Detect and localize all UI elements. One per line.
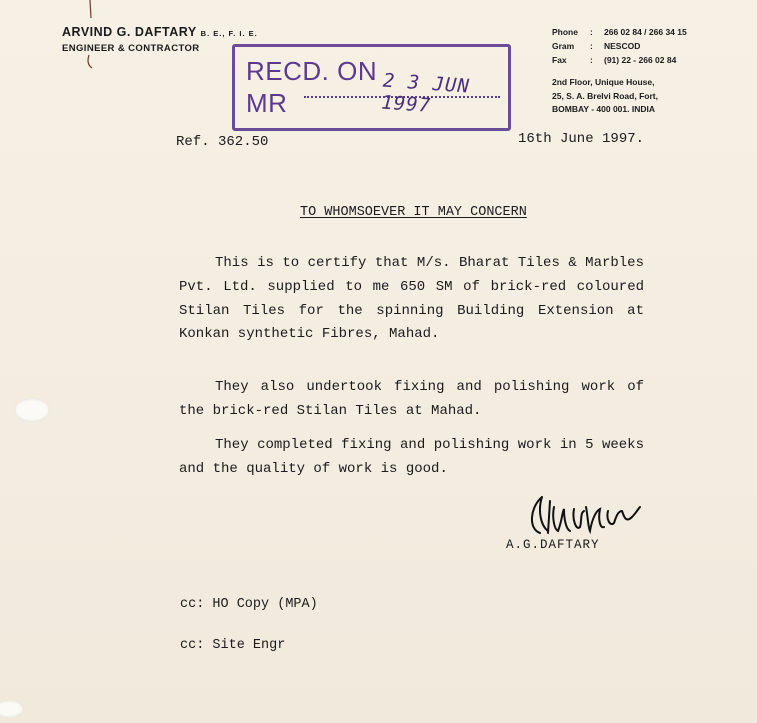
letter-date: 16th June 1997.	[518, 131, 645, 147]
punch-hole	[0, 700, 24, 718]
paragraph-completion: They completed fixing and polishing work in 5 weeks and the quality of work is good.	[179, 437, 644, 477]
cc-site-engr: cc: Site Engr	[180, 638, 286, 653]
address-line: 25, S. A. Brelvi Road, Fort,	[552, 90, 658, 101]
address-line: 2nd Floor, Unique House,	[552, 77, 655, 87]
contact-block	[552, 26, 687, 67]
contact-fax: Fax : (91) 22 - 266 02 84	[552, 54, 677, 65]
stamp-date: 2 3 JUN 1997	[380, 69, 471, 117]
contact-phone: Phone : 266 02 84 / 266 34 15	[552, 27, 687, 37]
paragraph-certification: This is to certify that M/s. Bharat Tiles & Marbles Pvt. Ltd. supplied to me 650 SM of brick-red coloured Stilan Tiles for the spinning Building Extension at Konkan synthetic Fibres, Mahad.	[179, 255, 644, 343]
paragraph-fixing: They also undertook fixing and polishing work of the brick-red Stilan Tiles at Mahad.	[179, 379, 644, 419]
degree-text: B. E., F. I. E.	[200, 29, 258, 38]
address-line: BOMBAY - 400 001. INDIA	[552, 104, 655, 115]
punch-hole	[14, 398, 50, 422]
address-block	[552, 76, 658, 117]
letterhead-role: ENGINEER & CONTRACTOR	[62, 43, 200, 54]
contact-gram: Gram : NESCOD	[552, 40, 641, 51]
signer-name: A.G.DAFTARY	[506, 538, 600, 552]
stamp-recd-text: RECD. ON	[246, 56, 378, 86]
letterhead-name	[62, 25, 258, 39]
reference-number: Ref. 362.50	[176, 134, 269, 150]
letter-heading: TO WHOMSOEVER IT MAY CONCERN	[300, 205, 527, 220]
received-stamp	[232, 44, 511, 131]
cc-ho-copy: cc: HO Copy (MPA)	[180, 597, 318, 612]
name-text: ARVIND G. DAFTARY	[62, 25, 197, 39]
stamp-mr-text: MR	[246, 88, 288, 118]
